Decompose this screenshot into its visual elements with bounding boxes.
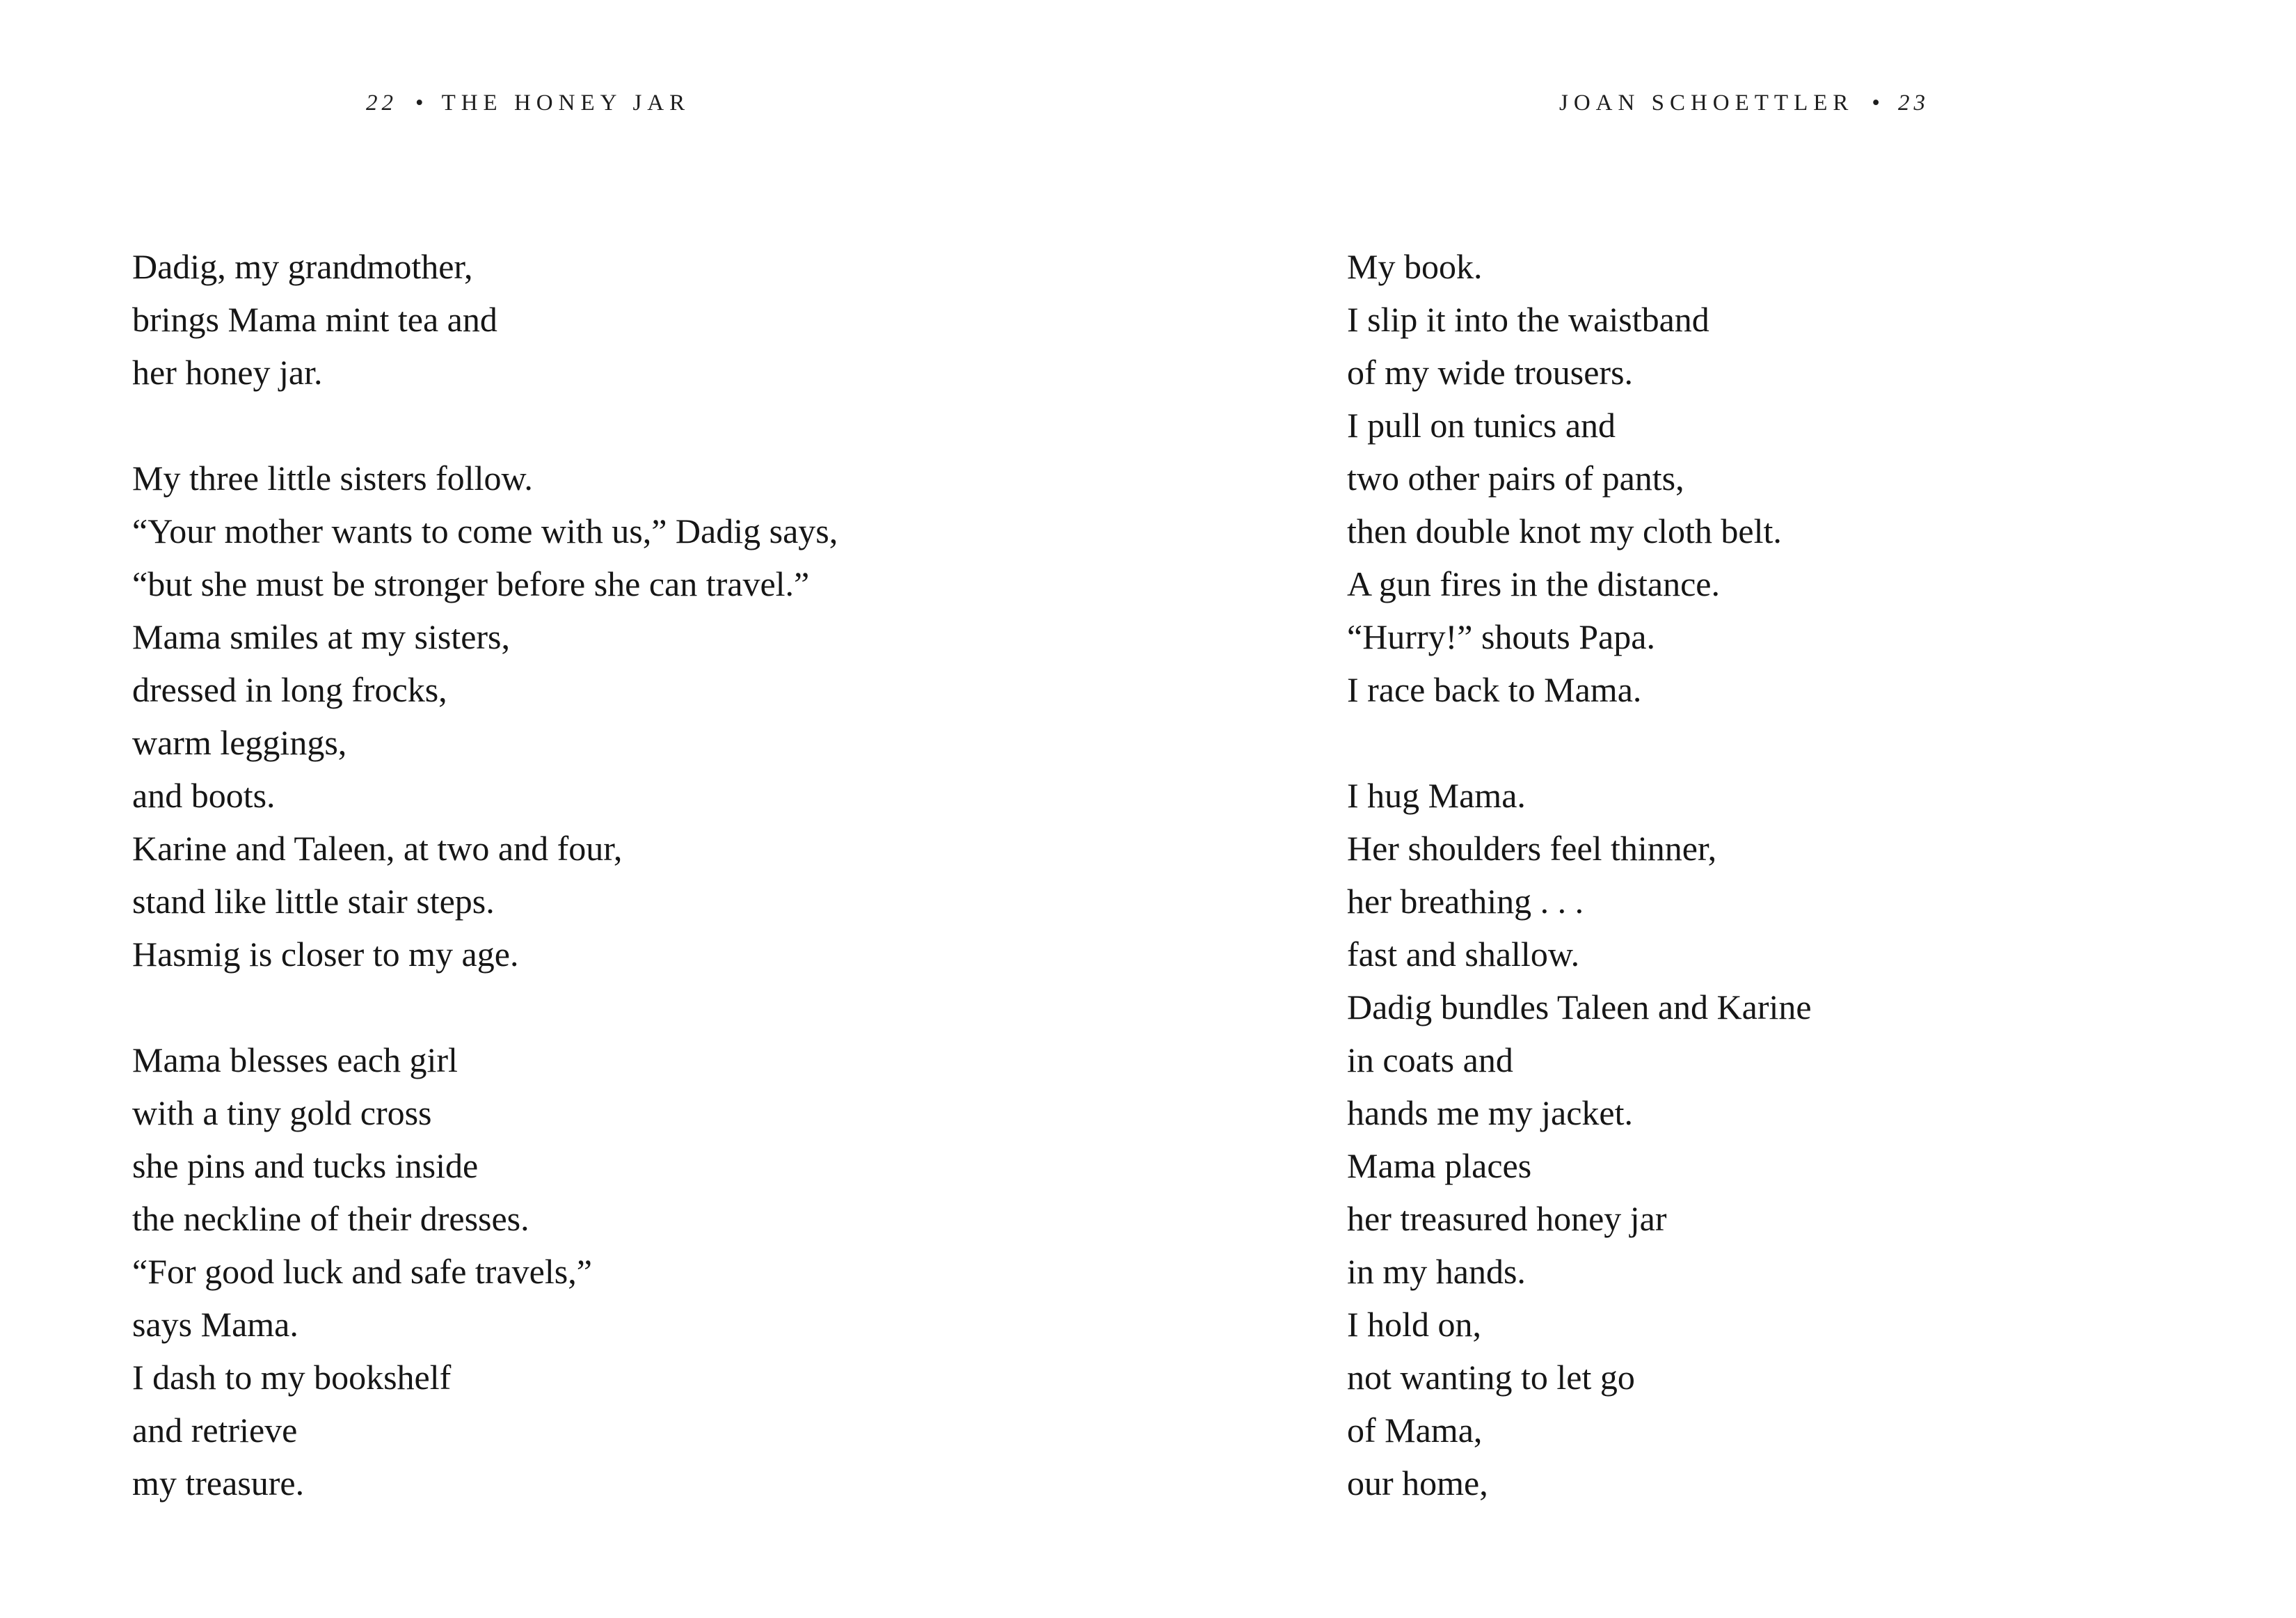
right-poem-text — [1347, 240, 1812, 1509]
right-running-head — [1559, 86, 1929, 120]
poem-line: her honey jar. — [132, 353, 323, 392]
left-running-head — [366, 86, 690, 120]
poem-line: “Hurry!” shouts Papa. — [1347, 617, 1655, 656]
poem-line: Dadig, my grandmother, — [132, 247, 473, 286]
poem-line: Hasmig is closer to my age. — [132, 935, 519, 974]
poem-line: her treasured honey jar — [1347, 1199, 1667, 1238]
poem-line: of Mama, — [1347, 1411, 1483, 1450]
stanza — [1347, 240, 1812, 716]
stanza — [1347, 769, 1812, 1509]
poem-line: in coats and — [1347, 1040, 1513, 1079]
poem-line: stand like little stair steps. — [132, 882, 495, 921]
poem-line: My three little sisters follow. — [132, 459, 533, 498]
poem-line: Mama smiles at my sisters, — [132, 617, 510, 656]
poem-line: dressed in long frocks, — [132, 670, 447, 709]
poem-line: says Mama. — [132, 1305, 298, 1344]
poem-line: she pins and tucks inside — [132, 1146, 479, 1185]
poem-line: hands me my jacket. — [1347, 1093, 1633, 1132]
poem-line: I hug Mama. — [1347, 776, 1526, 815]
poem-line: Karine and Taleen, at two and four, — [132, 829, 623, 868]
bullet-separator: • — [1872, 90, 1880, 116]
poem-line: warm leggings, — [132, 723, 347, 762]
stanza — [132, 1033, 838, 1509]
poem-line: “but she must be stronger before she can travel.” — [132, 564, 810, 603]
poem-line: I dash to my bookshelf — [132, 1358, 452, 1397]
bullet-separator: • — [415, 90, 424, 116]
right-page — [1148, 0, 2296, 1618]
poem-line: Her shoulders feel thinner, — [1347, 829, 1717, 868]
poem-line: Dadig bundles Taleen and Karine — [1347, 988, 1812, 1026]
poem-line: fast and shallow. — [1347, 935, 1580, 974]
poem-line: I hold on, — [1347, 1305, 1482, 1344]
poem-line: of my wide trousers. — [1347, 353, 1634, 392]
poem-line: Mama blesses each girl — [132, 1040, 458, 1079]
poem-line: A gun fires in the distance. — [1347, 564, 1720, 603]
left-page-number: 22 — [366, 90, 397, 116]
poem-line: “For good luck and safe travels,” — [132, 1252, 592, 1291]
poem-line: brings Mama mint tea and — [132, 300, 497, 339]
poem-line: our home, — [1347, 1464, 1488, 1502]
right-page-number: 23 — [1897, 90, 1929, 116]
poem-line: I pull on tunics and — [1347, 406, 1616, 445]
poem-line: in my hands. — [1347, 1252, 1526, 1291]
poem-line: two other pairs of pants, — [1347, 459, 1684, 498]
poem-line: My book. — [1347, 247, 1483, 286]
stanza — [132, 240, 838, 399]
poem-line: not wanting to let go — [1347, 1358, 1635, 1397]
author-name-header: JOAN SCHOETTLER — [1559, 90, 1854, 116]
left-poem-text — [132, 240, 838, 1509]
poem-line: “Your mother wants to come with us,” Dadig says, — [132, 511, 838, 550]
poem-line: I slip it into the waistband — [1347, 300, 1709, 339]
poem-line: and boots. — [132, 776, 276, 815]
poem-line: the neckline of their dresses. — [132, 1199, 529, 1238]
poem-line: Mama places — [1347, 1146, 1532, 1185]
poem-line: my treasure. — [132, 1464, 305, 1502]
poem-line: with a tiny gold cross — [132, 1093, 432, 1132]
poem-line: then double knot my cloth belt. — [1347, 511, 1782, 550]
book-title-header: THE HONEY JAR — [441, 90, 691, 116]
stanza — [132, 452, 838, 981]
poem-line: her breathing . . . — [1347, 882, 1584, 921]
poem-line: I race back to Mama. — [1347, 670, 1642, 709]
poem-line: and retrieve — [132, 1411, 298, 1450]
